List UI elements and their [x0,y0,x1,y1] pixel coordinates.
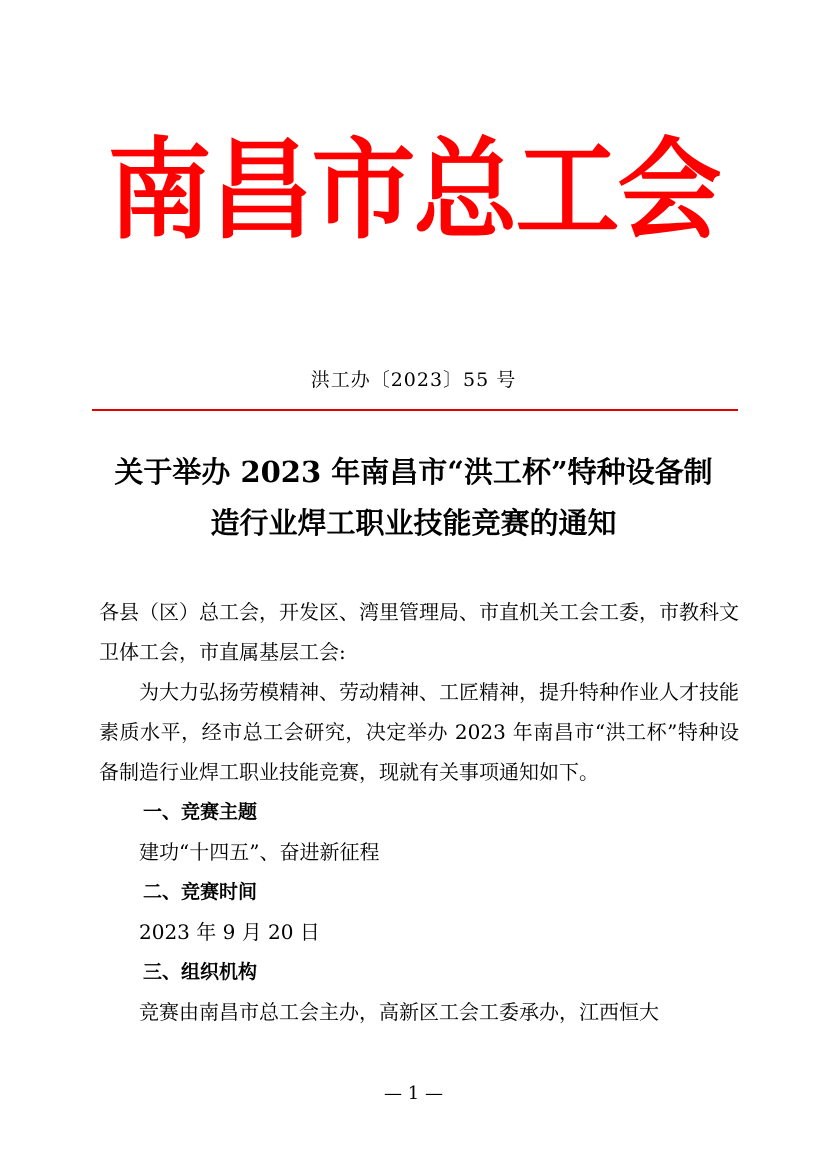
section-heading-time: 二、竞赛时间 [143,881,258,903]
title-line-2: 造行业焊工职业技能竞赛的通知 [210,506,617,540]
document-body [99,592,739,1032]
title-line-1: 关于举办 2023 年南昌市“洪工杯”特种设备制 [114,455,713,489]
section-heading-theme: 一、竞赛主题 [143,801,258,823]
document-number: 洪工办〔2023〕55 号 [310,369,517,391]
section-heading-organization: 三、组织机构 [143,961,258,983]
section-text-time: 2023 年 9 月 20 日 [139,920,320,944]
issuer-masthead: 南昌市总工会 [107,125,720,255]
section-text-organization: 竞赛由南昌市总工会主办，高新区工会工委承办，江西恒大 [139,1000,659,1024]
section-text-theme: 建功“十四五”、奋进新征程 [139,840,380,864]
document-title [80,447,747,549]
recipients-paragraph: 各县（区）总工会，开发区、湾里管理局、市直机关工会工委，市教科文卫体工会，市直属基层工会: [99,600,739,664]
red-divider-line [92,409,738,411]
page-number: — 1 — [384,1083,443,1104]
intro-paragraph: 为大力弘扬劳模精神、劳动精神、工匠精神，提升特种作业人才技能素质水平，经市总工会研究，决定举办 2023 年南昌市“洪工杯”特种设备制造行业焊工职业技能竞赛，现就有关事项通知如下。 [99,680,739,784]
